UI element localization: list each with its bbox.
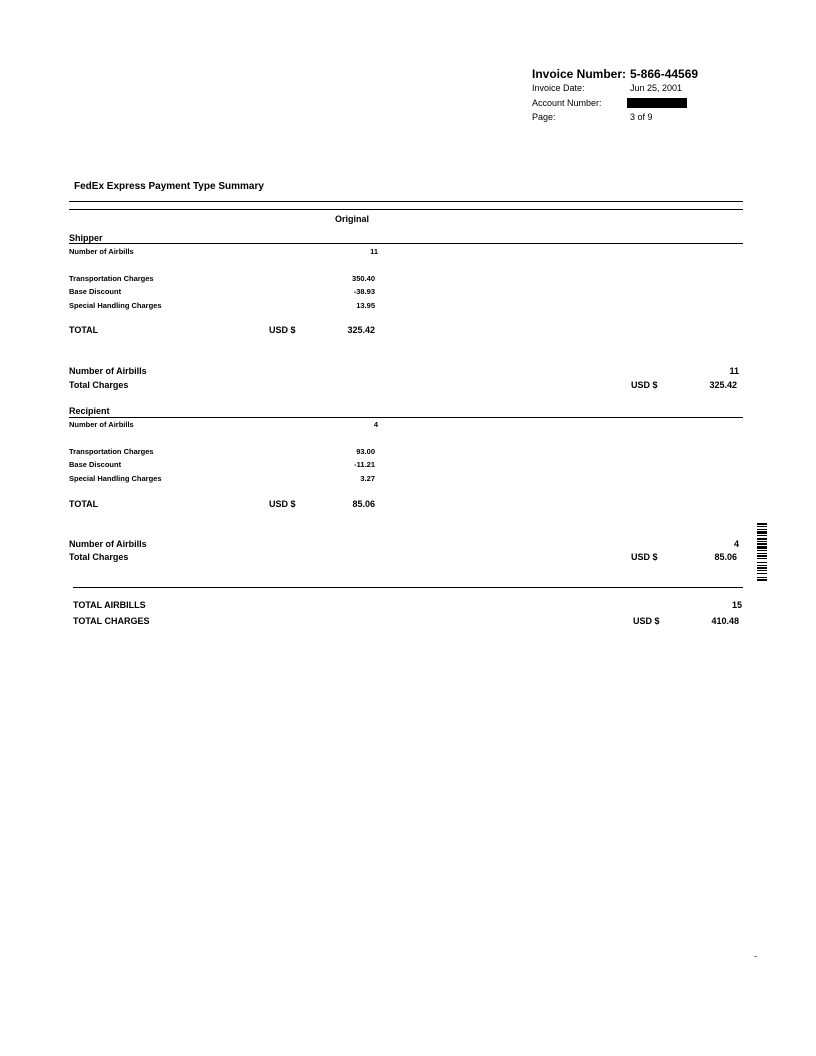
footer-mark: - — [754, 951, 757, 961]
recipient-special-value: 3.27 — [360, 474, 375, 483]
page-title: FedEx Express Payment Type Summary — [74, 181, 264, 192]
invoice-date-label: Invoice Date: — [532, 83, 585, 93]
divider — [69, 201, 743, 202]
shipper-summary-airbills-label: Number of Airbills — [69, 366, 147, 376]
recipient-heading: Recipient — [69, 406, 110, 416]
shipper-transport-label: Transportation Charges — [69, 274, 154, 283]
recipient-total-label: TOTAL — [69, 499, 99, 509]
recipient-discount-label: Base Discount — [69, 460, 122, 469]
recipient-transport-label: Transportation Charges — [69, 447, 154, 456]
recipient-airbills-value: 4 — [373, 420, 378, 429]
recipient-summary-airbills-label: Number of Airbills — [69, 539, 147, 549]
account-number-redaction — [627, 98, 687, 108]
shipper-total-currency: USD $ — [269, 325, 296, 335]
shipper-total-value: 325.42 — [347, 325, 375, 335]
recipient-summary-airbills-value: 4 — [733, 539, 739, 549]
grand-charges-value: 410.48 — [711, 616, 739, 626]
shipper-special-value: 13.95 — [356, 301, 375, 310]
divider — [69, 417, 743, 418]
recipient-summary-charges-label: Total Charges — [69, 552, 129, 562]
page-value: 3 of 9 — [630, 112, 653, 122]
barcode-image — [757, 523, 767, 621]
shipper-summary-charges-label: Total Charges — [69, 380, 129, 390]
invoice-date-value: Jun 25, 2001 — [630, 83, 683, 93]
shipper-discount-value: -38.93 — [353, 287, 375, 296]
shipper-summary-charges-value: 325.42 — [709, 380, 737, 390]
recipient-transport-value: 93.00 — [356, 447, 375, 456]
recipient-special-label: Special Handling Charges — [69, 474, 162, 483]
divider — [73, 587, 743, 588]
grand-currency: USD $ — [633, 616, 660, 626]
account-number-label: Account Number: — [532, 98, 602, 108]
recipient-total-value: 85.06 — [352, 499, 375, 509]
shipper-summary-airbills-value: 11 — [729, 366, 739, 376]
column-header-original: Original — [335, 214, 370, 224]
recipient-total-currency: USD $ — [269, 499, 296, 509]
grand-airbills-label: TOTAL AIRBILLS — [73, 600, 146, 610]
recipient-summary-charges-value: 85.06 — [714, 552, 737, 562]
grand-charges-label: TOTAL CHARGES — [73, 616, 150, 626]
recipient-airbills-label: Number of Airbills — [69, 420, 134, 429]
grand-airbills-value: 15 — [731, 600, 742, 610]
shipper-airbills-value: 11 — [370, 247, 378, 256]
shipper-heading: Shipper — [69, 233, 103, 243]
shipper-summary-currency: USD $ — [631, 380, 658, 390]
invoice-number-value: 5-866-44569 — [630, 67, 699, 81]
shipper-airbills-label: Number of Airbills — [69, 247, 134, 256]
shipper-transport-value: 350.40 — [352, 274, 375, 283]
shipper-special-label: Special Handling Charges — [69, 301, 162, 310]
shipper-total-label: TOTAL — [69, 325, 99, 335]
page-label: Page: — [532, 112, 556, 122]
shipper-discount-label: Base Discount — [69, 287, 122, 296]
divider — [69, 243, 743, 244]
recipient-discount-value: -11.21 — [354, 460, 375, 469]
invoice-number-label: Invoice Number: — [532, 67, 627, 81]
divider — [69, 209, 743, 210]
recipient-summary-currency: USD $ — [631, 552, 658, 562]
